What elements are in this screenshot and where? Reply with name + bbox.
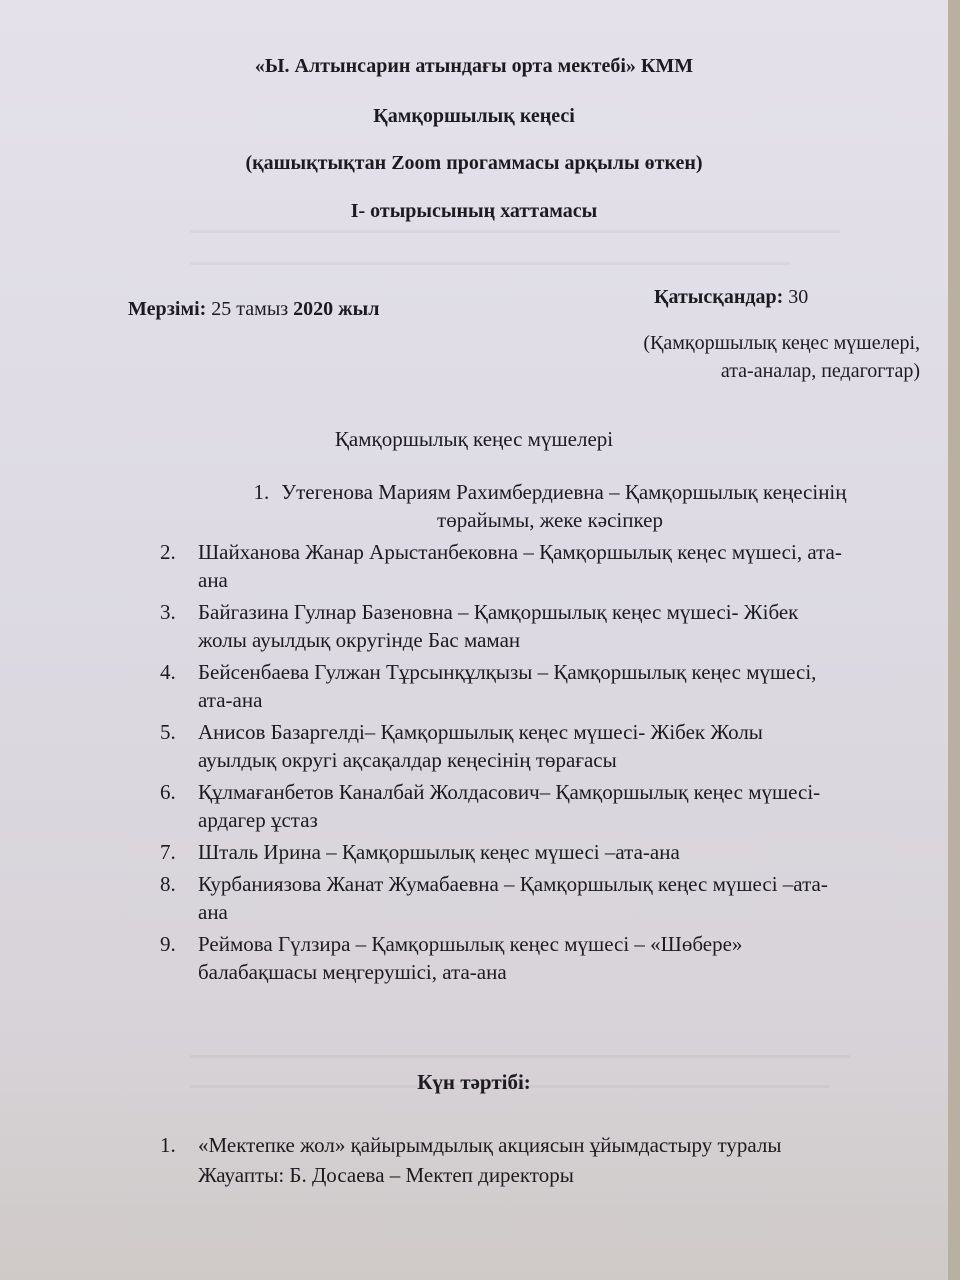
page-edge-background bbox=[948, 0, 960, 1280]
item-number: 3. bbox=[160, 600, 176, 624]
agenda-list bbox=[155, 1130, 915, 1194]
attendees-note-2: ата-аналар, педагогтар) bbox=[720, 360, 920, 382]
list-item bbox=[155, 778, 915, 834]
item-number: 7. bbox=[160, 840, 176, 864]
list-item bbox=[155, 658, 915, 714]
member-line-1: Шталь Ирина – Қамқоршылық кеңес мүшесі –ата-ана bbox=[198, 840, 680, 864]
list-item bbox=[155, 598, 915, 654]
school-name: «Ы. Алтынсарин атындағы орта мектебі» КММ bbox=[254, 55, 694, 77]
item-number: 5. bbox=[160, 720, 176, 744]
meeting-format: (қашықтықтан Zoom прогаммасы арқылы өткен) bbox=[245, 152, 703, 174]
list-item bbox=[155, 870, 915, 926]
member-line-1: Реймова Гүлзира – Қамқоршылық кеңес мүшесі – «Шөбере» bbox=[198, 932, 743, 956]
member-line-2: ана bbox=[198, 900, 228, 924]
agenda-heading: Күн тәртібі: bbox=[417, 1070, 531, 1094]
date-value: 25 тамыз bbox=[211, 298, 289, 320]
member-line-2: ауылдық округі ақсақалдар кеңесінің төрағасы bbox=[198, 748, 617, 772]
date-label: Мерзімі: bbox=[128, 298, 207, 320]
attendees-note-1: (Қамқоршылық кеңес мүшелері, bbox=[643, 332, 920, 354]
list-item bbox=[155, 538, 915, 594]
protocol-title: І- отырысының хаттамасы bbox=[350, 200, 598, 222]
member-line-1: Курбаниязова Жанат Жумабаевна – Қамқоршылық кеңес мүшесі –ата- bbox=[198, 872, 828, 896]
members-list bbox=[155, 478, 915, 990]
member-line-2: балабақшасы меңгерушісі, ата-ана bbox=[198, 960, 507, 984]
list-item bbox=[155, 718, 915, 774]
member-line-2: ана bbox=[198, 568, 228, 592]
item-number: 8. bbox=[160, 872, 176, 896]
item-number: 1. bbox=[253, 480, 270, 504]
list-item bbox=[155, 838, 915, 866]
member-line-2: төрайымы, жеке кәсіпкер bbox=[437, 508, 663, 532]
member-line-2: ардагер ұстаз bbox=[198, 808, 318, 832]
member-line-1: Утегенова Мариям Рахимбердиевна – Қамқоршылық кеңесінің bbox=[281, 480, 847, 504]
member-line-1: Бейсенбаева Гулжан Тұрсынқұлқызы – Қамқоршылық кеңес мүшесі, bbox=[198, 660, 817, 684]
member-line-1: Анисов Базаргелді– Қамқоршылық кеңес мүшесі- Жібек Жолы bbox=[198, 720, 763, 744]
meeting-date bbox=[128, 298, 380, 321]
council-name: Қамқоршылық кеңесі bbox=[373, 105, 575, 127]
members-heading: Қамқоршылық кеңес мүшелері bbox=[334, 427, 614, 451]
agenda-line-2: Жауапты: Б. Досаева – Мектеп директоры bbox=[198, 1163, 574, 1187]
item-number: 4. bbox=[160, 660, 176, 684]
member-line-1: Шайханова Жанар Арыстанбековна – Қамқоршылық кеңес мүшесі, ата- bbox=[198, 540, 842, 564]
item-number: 2. bbox=[160, 540, 176, 564]
member-line-2: ата-ана bbox=[198, 688, 263, 712]
member-line-1: Құлмағанбетов Каналбай Жолдасович– Қамқоршылық кеңес мүшесі- bbox=[198, 780, 821, 804]
attendees-count: 30 bbox=[788, 286, 809, 308]
agenda-line-1: «Мектепке жол» қайырымдылық акциясын ұйымдастыру туралы bbox=[198, 1133, 782, 1157]
agenda-item bbox=[155, 1130, 915, 1190]
date-year: 2020 жыл bbox=[293, 298, 380, 320]
attendees-label: Қатысқандар: bbox=[654, 286, 784, 308]
item-number: 9. bbox=[160, 932, 176, 956]
list-item bbox=[155, 930, 915, 986]
attendees bbox=[654, 286, 808, 309]
item-number: 1. bbox=[160, 1133, 176, 1157]
list-item bbox=[185, 478, 915, 534]
member-line-1: Байгазина Гулнар Базеновна – Қамқоршылық кеңес мүшесі- Жібек bbox=[198, 600, 799, 624]
member-line-2: жолы ауылдық округінде Бас маман bbox=[198, 628, 521, 652]
item-number: 6. bbox=[160, 780, 176, 804]
